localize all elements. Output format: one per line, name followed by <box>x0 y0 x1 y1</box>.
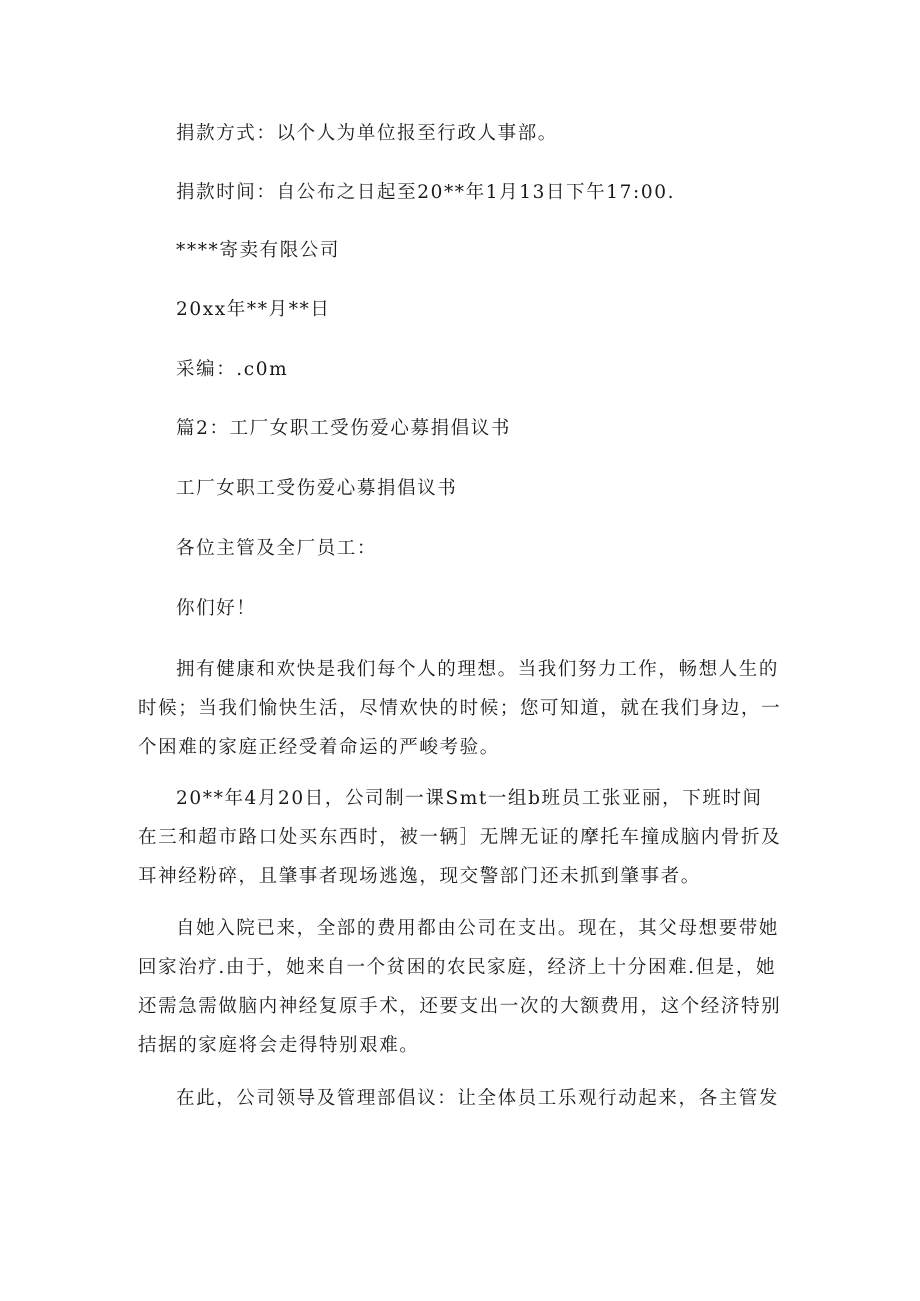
paragraph-line: 20**年4月20日，公司制一课Smt一组b班员工张亚丽，下班时间 <box>176 788 763 809</box>
document-title: 工厂女职工受伤爱心募捐倡议书 <box>176 478 458 499</box>
paragraph-line: 个困难的家庭正经受着命运的严峻考验。 <box>138 737 500 758</box>
paragraph-line: 拮据的家庭将会走得特别艰难。 <box>138 1035 420 1056</box>
paragraph-line: 还需急需做脑内神经复原手术，还要支出一次的大额费用，这个经济特别 <box>138 996 782 1017</box>
paragraph-line: 自她入院已来，全部的费用都由公司在支出。现在，其父母想要带她 <box>176 918 780 939</box>
company-name: ****寄卖有限公司 <box>176 240 341 261</box>
paragraph-line: 拥有健康和欢快是我们每个人的理想。当我们努力工作，畅想人生的 <box>176 659 780 680</box>
paragraph-line: 在三和超市路口处买东西时，被一辆］无牌无证的摩托车撞成脑内骨折及 <box>138 827 782 848</box>
donation-method: 捐款方式：以个人为单位报至行政人事部。 <box>176 123 558 144</box>
paragraph-line: 时候；当我们愉快生活，尽情欢快的时候；您可知道，就在我们身边，一 <box>138 698 782 719</box>
greeting: 你们好！ <box>176 598 257 619</box>
paragraph-line: 在此，公司领导及管理部倡议：让全体员工乐观行动起来，各主管发 <box>176 1088 780 1109</box>
signature-date: 20xx年**月**日 <box>176 299 331 320</box>
paragraph-line: 耳神经粉碎，且肇事者现场逃逸，现交警部门还未抓到肇事者。 <box>138 866 701 887</box>
editor-note: 采编：.c0m <box>176 359 289 380</box>
salutation: 各位主管及全厂员工： <box>176 538 378 559</box>
chapter-heading: 篇2：工厂女职工受伤爱心募捐倡议书 <box>176 418 511 439</box>
paragraph-line: 回家治疗.由于，她来自一个贫困的农民家庭，经济上十分困难.但是，她 <box>138 957 777 978</box>
donation-time: 捐款时间：自公布之日起至20**年1月13日下午17:00. <box>176 182 676 203</box>
